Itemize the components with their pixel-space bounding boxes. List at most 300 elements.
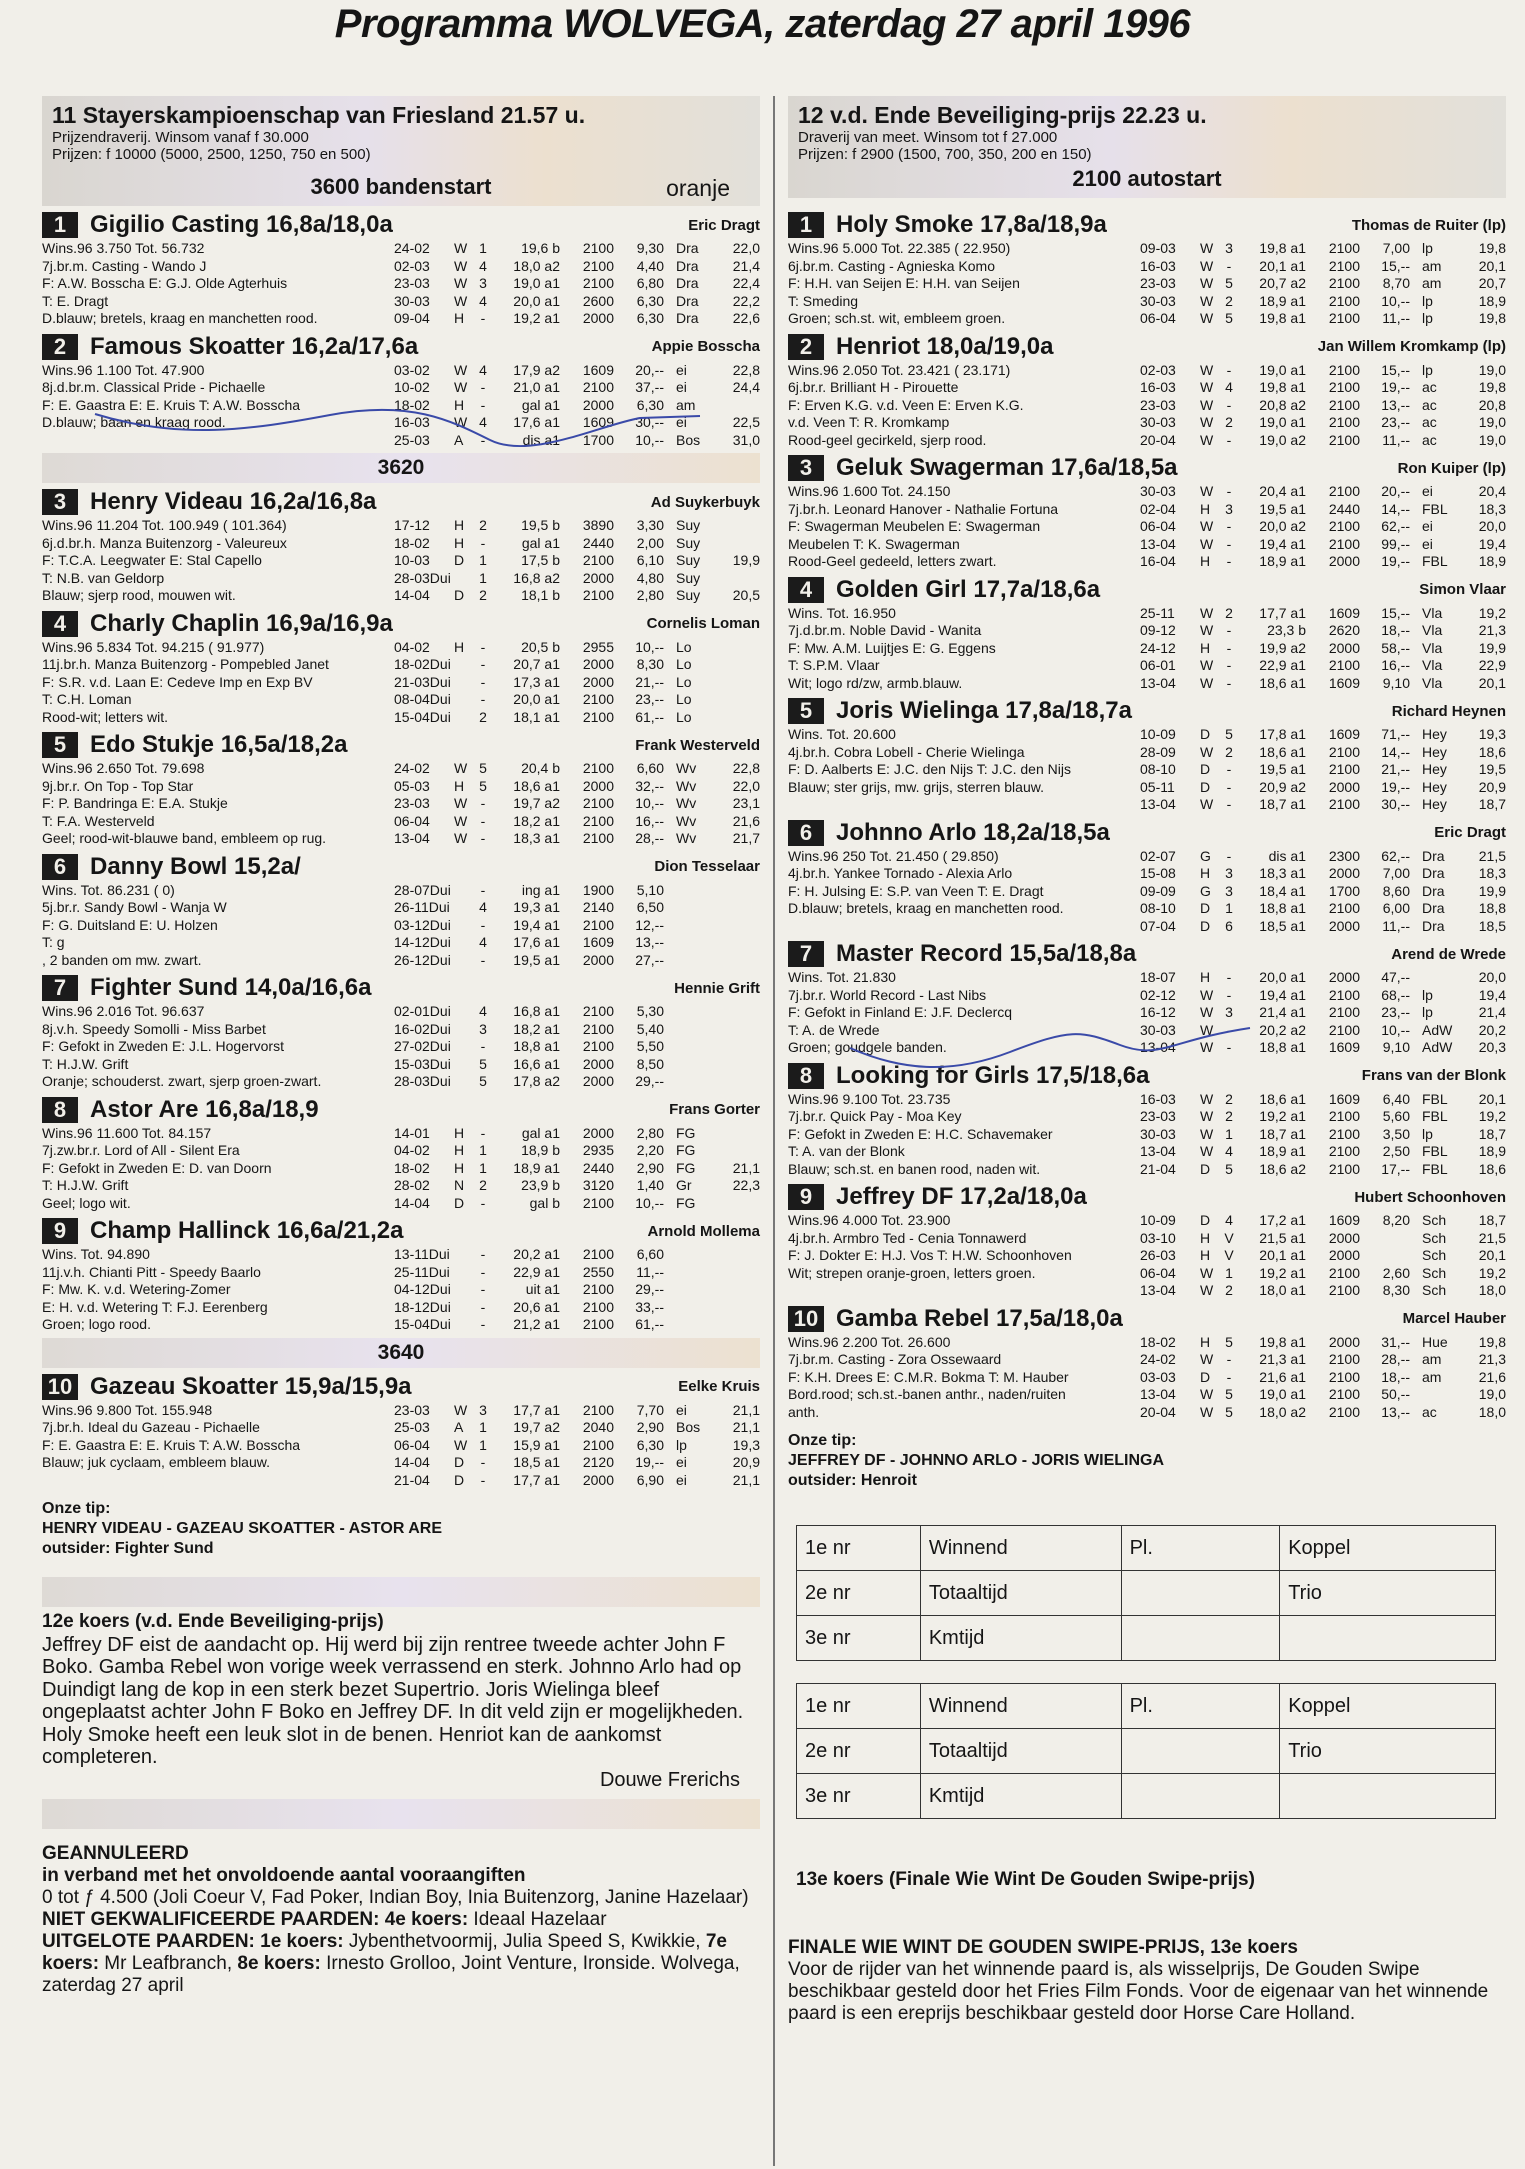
horse-entry [788, 1304, 1506, 1422]
race-cell: W [1200, 986, 1214, 1003]
race-cell [718, 1056, 760, 1074]
race-row [394, 1299, 760, 1317]
horse-entry [42, 609, 760, 727]
race-cell: 18,6 [1478, 1160, 1506, 1177]
race-cell: 24-02 [394, 240, 430, 256]
race-cell: 18,7 a1 [1259, 1125, 1306, 1142]
race-cell: 2100 [1328, 1368, 1360, 1385]
horse-number: 3 [42, 489, 78, 515]
race-cell [454, 934, 474, 952]
race-row [1140, 1265, 1506, 1283]
race-cell: 2000 [582, 569, 614, 586]
race-cell: FBL [1422, 500, 1448, 517]
race-cell: ac [1422, 1403, 1437, 1420]
result-cell[interactable]: Kmtijd [920, 1774, 1121, 1819]
horse-body [788, 1091, 1506, 1179]
race-cell: 5 [1225, 275, 1233, 291]
race-row [1140, 675, 1506, 693]
result-cell[interactable]: Winnend [920, 1526, 1121, 1571]
race-cell: 21-04 [1140, 1160, 1176, 1177]
race-cell: 17,7 a1 [513, 1471, 560, 1488]
race-cell: 2 [479, 517, 487, 533]
race-row [1140, 1126, 1506, 1144]
info-line: 4j.br.h. Cobra Lobell - Cherie Wielinga [788, 743, 1025, 760]
result-row [797, 1571, 1496, 1616]
race-cell: 5 [1225, 1333, 1233, 1350]
race-cell: 3890 [582, 517, 614, 533]
horse-list [42, 487, 760, 1334]
race-cell: 2 [479, 1177, 487, 1193]
race-cell: 2100 [1328, 1143, 1360, 1159]
race-cell: 15,-- [1381, 604, 1410, 621]
race-cell: - [1226, 969, 1232, 985]
result-cell[interactable] [1121, 1729, 1280, 1774]
race-cell: 13,-- [1381, 1403, 1410, 1420]
info-line: T: A. van der Blonk [788, 1143, 905, 1159]
race-cell: 19,9 [732, 552, 760, 568]
race-cell: - [480, 431, 486, 448]
result-cell[interactable]: Trio [1280, 1571, 1496, 1616]
race-cell: 16-03 [1140, 1090, 1176, 1107]
race-cell: 20,1 [1478, 1090, 1506, 1107]
info-line: T: g [42, 934, 65, 950]
race-cell: 2100 [1328, 1021, 1360, 1038]
horse-name: Champ Hallinck 16,6a/21,2a [90, 1217, 404, 1244]
race-cell: 06-04 [1140, 518, 1176, 534]
race-cell: 23,-- [635, 691, 664, 707]
race-cell [454, 899, 474, 917]
race-row [394, 1472, 760, 1490]
finale-text: Voor de rijder van het winnende paard is, als wisselprijs, De Gouden Swipe beschikbaar gesteld door het Fries Film Fonds. Voor de eigenaar van het winnende paard is een ereprijs beschikbaar gesteld door Horse Care Holland. [788, 1959, 1489, 2024]
race-header-12 [788, 96, 1506, 198]
race-cell: FBL [1422, 553, 1448, 569]
info-line: F: D. Aalberts E: J.C. den Nijs T: J.C. den Nijs [788, 761, 1071, 777]
race-cell: 2000 [582, 777, 614, 794]
result-cell[interactable]: 3e nr [797, 1616, 921, 1661]
info-line: 5j.br.r. Sandy Bowl - Wanja W [42, 899, 227, 915]
info-line: F: J. Dokter E: H.J. Vos T: H.W. Schoonhoven [788, 1247, 1072, 1263]
race-cell: 18,5 a1 [1259, 917, 1306, 934]
race-cell: 15-04Dui [394, 708, 451, 725]
race-row [1140, 1039, 1506, 1057]
horse-header [788, 1061, 1506, 1091]
race-cell: 5 [479, 777, 487, 794]
race-cell: 19,9 [1478, 639, 1506, 656]
race-cell: 1 [479, 569, 487, 586]
race-cell: 18,9 a1 [513, 1159, 560, 1176]
result-cell[interactable]: 2e nr [797, 1729, 921, 1774]
race-cell: 2100 [582, 795, 614, 811]
horse-entry [42, 1095, 760, 1213]
race-cell: 14-04 [394, 587, 430, 603]
race-cell: Lo [676, 673, 692, 690]
race-cell: W [1200, 1021, 1214, 1038]
info-line: Groen; logo rood. [42, 1316, 151, 1332]
race-cell: 62,-- [1381, 847, 1410, 864]
race-cell: 33,-- [635, 1298, 664, 1315]
info-line: 4j.br.h. Armbro Ted - Cenia Tonnawerd [788, 1229, 1027, 1246]
result-cell[interactable]: Pl. [1121, 1526, 1280, 1571]
race-row [394, 934, 760, 952]
race-cell: 6,30 [636, 310, 664, 326]
driver-name: Frans van der Blonk [1361, 1067, 1506, 1084]
result-cell[interactable]: Pl. [1121, 1684, 1280, 1729]
race-cell: - [1226, 431, 1232, 448]
race-cell: 30,-- [1381, 796, 1410, 812]
race-cell: 4 [479, 934, 487, 950]
race-cell: 4 [1225, 379, 1233, 395]
race-cell: 1 [479, 240, 487, 256]
race-cell: 19,2 a1 [1259, 1264, 1306, 1281]
race-cell: 21,5 [1478, 1229, 1506, 1246]
race-cell: 1609 [582, 414, 614, 430]
race-cell: 13-04 [1140, 1386, 1176, 1402]
race-cell: 02-07 [1140, 847, 1176, 864]
race-history [394, 240, 760, 328]
race-cell: W [454, 240, 468, 256]
result-cell[interactable]: Koppel [1280, 1684, 1496, 1729]
horse-number: 6 [42, 854, 78, 880]
race-row [394, 432, 760, 450]
race-cell: 2000 [582, 673, 614, 690]
race-cell: H [1200, 553, 1211, 569]
label: 7e koers: [42, 1931, 727, 1974]
horse-name: Golden Girl 17,7a/18,6a [836, 575, 1101, 603]
race-history [394, 517, 760, 605]
race-cell: W [454, 414, 468, 430]
race-cell [664, 882, 718, 900]
result-row [797, 1729, 1496, 1774]
race-row [1140, 414, 1506, 432]
info-line: anth. [788, 1403, 820, 1420]
race-cell [718, 535, 760, 553]
race-cell: 2,80 [636, 587, 664, 603]
driver-name: Jan Willem Kromkamp (lp) [1317, 338, 1506, 355]
horse-header [42, 210, 760, 240]
race-cell [718, 1003, 760, 1021]
race-cell: Dra [676, 257, 699, 274]
race-cell: H [454, 396, 465, 413]
race-cell: 4,80 [636, 569, 664, 586]
right-column [788, 96, 1506, 2025]
race-cell: 12,-- [635, 916, 664, 933]
horse-list [42, 1372, 760, 1490]
race-cell: 20,6 a1 [513, 1298, 560, 1315]
info-line: 8j.d.br.m. Classical Pride - Pichaelle [42, 379, 266, 395]
race-cell: Hue [1422, 1333, 1448, 1350]
race-cell [718, 1142, 760, 1160]
horse-entry [788, 1182, 1506, 1300]
race-cell: 17,7 a1 [513, 1401, 560, 1418]
race-cell: 5,10 [636, 881, 664, 898]
race-cell: FG [676, 1194, 696, 1211]
race-cell: 19,8 [1478, 240, 1506, 256]
info-line: 7j.br.h. Leonard Hanover - Nathalie Fortuna [788, 500, 1059, 517]
race-row [394, 795, 760, 813]
race-cell: 19,0 a1 [1259, 1386, 1306, 1402]
race-row [1140, 483, 1506, 501]
race-cell: 21-04 [394, 1471, 430, 1488]
race-cell: 11,-- [1382, 431, 1410, 448]
info-line: Blauw; sjerp rood, mouwen wit. [42, 587, 236, 603]
race-row [394, 1125, 760, 1143]
result-cell[interactable]: 2e nr [797, 1571, 921, 1616]
driver-name: Eelke Kruis [678, 1378, 760, 1395]
race-cell [718, 1038, 760, 1056]
divider-stripe [42, 1577, 760, 1607]
result-cell[interactable] [1280, 1616, 1496, 1661]
race-cell: 16-03 [394, 414, 430, 430]
race-cell [718, 882, 760, 900]
race-cell: 2955 [582, 638, 614, 655]
race-cell: 23,3 b [1267, 622, 1306, 638]
race-cell: - [480, 379, 486, 395]
race-row [394, 917, 760, 935]
race-cell: 2000 [1328, 865, 1360, 881]
race-cell [454, 691, 474, 709]
result-cell[interactable] [1121, 1616, 1280, 1661]
race-cell: 2000 [582, 396, 614, 413]
race-cell: 4,40 [636, 257, 664, 274]
race-cell: 1700 [1328, 882, 1360, 899]
race-row [394, 535, 760, 553]
race-row [394, 570, 760, 588]
race-cell: 5,60 [1382, 1108, 1410, 1124]
race-cell: 10-03 [394, 552, 430, 568]
race-cell: 08-10 [1140, 900, 1176, 916]
race-cell: 18-02Dui [394, 656, 451, 672]
horse-number: 1 [788, 212, 824, 238]
horse-body [42, 1125, 760, 1213]
race-cell: Dra [1422, 882, 1445, 899]
race-cell: 18-02 [394, 534, 430, 551]
race-cell: 2,90 [636, 1419, 664, 1435]
race-cell: 18,3 a1 [1259, 865, 1306, 881]
info-line: 7j.br.m. Casting - Zora Ossewaard [788, 1351, 1002, 1367]
driver-name: Hennie Grift [674, 979, 760, 997]
race-cell: W [454, 760, 468, 776]
race-row [394, 760, 760, 778]
race-cell: 2100 [582, 760, 614, 776]
race-cell: W [454, 361, 468, 378]
result-cell[interactable]: 1e nr [797, 1526, 921, 1571]
race-cell: 16,-- [635, 812, 664, 829]
race-cell: 21,-- [635, 673, 664, 690]
race-row [1140, 553, 1506, 571]
race-history [1140, 362, 1506, 450]
race-cell: 18-02 [394, 396, 430, 413]
race-cell: - [1226, 1039, 1232, 1055]
race-cell: Lo [676, 638, 692, 655]
race-history [394, 1125, 760, 1213]
race-cell [664, 1003, 718, 1021]
horse-entry [42, 730, 760, 848]
race-cell: W [1200, 1143, 1214, 1159]
race-cell [454, 1056, 474, 1074]
info-line: Blauw; juk cyclaam, embleem blauw. [42, 1454, 270, 1470]
race-cell: 21,0 a1 [513, 379, 560, 395]
race-cell: 06-04 [394, 1436, 430, 1453]
race-cell: lp [1422, 292, 1433, 309]
race-row [394, 1402, 760, 1420]
info-line: Wins.96 5.000 Tot. 22.385 ( 22.950) [788, 240, 1011, 256]
race-cell: D [454, 1471, 465, 1488]
race-cell: 2 [1225, 292, 1233, 309]
race-cell: W [1200, 292, 1214, 309]
race-cell: 19,8 a1 [1259, 379, 1306, 395]
horse-name: Geluk Swagerman 17,6a/18,5a [836, 454, 1178, 481]
race-cell: Gr [676, 1177, 692, 1193]
race-cell: ei [676, 1401, 687, 1418]
race-cell: 18,7 a1 [1259, 796, 1306, 812]
race-cell: 18,9 [1478, 553, 1506, 569]
result-cell[interactable]: 1e nr [797, 1684, 921, 1729]
race-row [394, 952, 760, 970]
result-cell[interactable]: Totaaltijd [920, 1571, 1121, 1616]
race-row [1140, 987, 1506, 1005]
race-cell: 20,8 [1478, 396, 1506, 413]
race-cell: 19,0 [1478, 1386, 1506, 1402]
race-cell: 18,-- [1381, 622, 1410, 638]
result-cell[interactable] [1121, 1774, 1280, 1819]
race-cell: 02-04 [1140, 500, 1176, 517]
race-cell: Dra [1422, 865, 1445, 881]
race-header-11 [42, 96, 760, 206]
result-cell[interactable]: Kmtijd [920, 1616, 1121, 1661]
result-cell[interactable]: Trio [1280, 1729, 1496, 1774]
race-cell: 28,-- [1381, 1351, 1410, 1367]
info-line: F: E. Gaastra E: E. Kruis T: A.W. Bosscha [42, 396, 301, 413]
race-cell: 5 [1225, 726, 1233, 742]
race-cell: 19,-- [1381, 553, 1410, 569]
race-cell: 09-09 [1140, 882, 1176, 899]
race-cell: 2100 [1328, 1004, 1360, 1020]
race-row [1140, 1386, 1506, 1404]
race-cell: 19,4 a1 [1259, 986, 1306, 1003]
race-cell: D [454, 1194, 465, 1211]
race-cell: 19,2 [1478, 604, 1506, 621]
race-cell: 2100 [1328, 986, 1360, 1003]
race-row [1140, 744, 1506, 762]
race-cell: 18,3 a1 [513, 830, 560, 846]
horse-number: 9 [788, 1184, 824, 1210]
result-cell[interactable]: Koppel [1280, 1526, 1496, 1571]
horse-info [788, 483, 1140, 571]
race-row [394, 778, 760, 796]
race-cell [454, 1299, 474, 1317]
info-line: Wins.96 9.100 Tot. 23.735 [788, 1090, 951, 1107]
race-history [1140, 1212, 1506, 1300]
race-history [1140, 605, 1506, 693]
race-name: 11 Stayerskampioenschap van Friesland 21.57 u. [52, 102, 586, 128]
annul-subheading: in verband met het onvoldoende aantal vooraangiften [42, 1865, 526, 1886]
race-cell: 19,4 [1478, 535, 1506, 552]
info-line: Wins. Tot. 20.600 [788, 726, 896, 742]
race-cell: 19,5 a1 [1259, 761, 1306, 777]
race-cell: 15-08 [1140, 865, 1176, 881]
info-line: Wins. Tot. 86.231 ( 0) [42, 881, 175, 898]
horse-number: 10 [42, 1374, 78, 1400]
result-cell[interactable]: Totaaltijd [920, 1729, 1121, 1774]
race-cell: am [676, 396, 696, 413]
race-cell: W [1200, 240, 1214, 256]
race-cell: 6,30 [636, 1436, 664, 1453]
race-13-heading: 13e koers (Finale Wie Wint De Gouden Swipe-prijs) [796, 1869, 1255, 1890]
result-cell[interactable] [1121, 1571, 1280, 1616]
race-cell: 19,0 a1 [513, 275, 560, 291]
race-cell: D [1200, 900, 1211, 916]
race-cell: 23,-- [1381, 1004, 1410, 1020]
race-row [1140, 501, 1506, 519]
race-row [1140, 240, 1506, 258]
race-cell: 21,3 [1478, 622, 1506, 638]
race-cell: 2600 [582, 292, 614, 309]
race-cell: 24-02 [1140, 1351, 1176, 1367]
race-cell: 3 [1225, 865, 1233, 881]
race-cell: 19,9 [1478, 882, 1506, 899]
result-cell[interactable]: 3e nr [797, 1774, 921, 1819]
race-row [1140, 1004, 1506, 1022]
race-cell: 2100 [1328, 292, 1360, 309]
race-cell: H [454, 1124, 465, 1141]
race-cell: 19,8 [1478, 310, 1506, 326]
tip-label: Onze tip: [788, 1432, 857, 1449]
race-cell: W [454, 275, 468, 291]
race-cell: 8,30 [636, 656, 664, 672]
annul-text: 0 tot ƒ 4.500 (Joli Coeur V, Fad Poker, Indian Boy, Inia Buitenzorg, Janine Hazelaar) [42, 1887, 749, 1908]
race-cell: gal a1 [521, 396, 560, 413]
result-row [797, 1684, 1496, 1729]
race-cell [454, 952, 474, 970]
race-cell: 2100 [582, 1003, 614, 1019]
race-cell: 1,40 [636, 1177, 664, 1193]
tip-block [42, 1499, 760, 1559]
finale-article [788, 1937, 1506, 2025]
race-cell: 13-04 [1140, 1039, 1176, 1055]
info-line: 6j.d.br.h. Manza Buitenzorg - Valeureux [42, 534, 287, 551]
driver-name: Frank Westerveld [635, 736, 760, 754]
race-cell: 18-02 [394, 1159, 430, 1176]
horse-header [42, 332, 760, 362]
info-line: T: S.P.M. Vlaar [788, 657, 880, 673]
race-cell: 29,-- [635, 1073, 664, 1089]
horse-list [42, 210, 760, 449]
race-cell: 07-04 [1140, 917, 1176, 934]
info-line: Bord.rood; sch.st.-banen anthr., naden/ruiten [788, 1386, 1066, 1402]
race-cell: - [480, 656, 486, 672]
race-cell: 03-10 [1140, 1229, 1176, 1246]
race-cell: 6,60 [636, 760, 664, 776]
race-cell: ei [676, 1471, 687, 1488]
driver-name: Simon Vlaar [1419, 581, 1506, 598]
horse-header [788, 818, 1506, 848]
race-cell [664, 1021, 718, 1039]
race-cell: 2620 [1328, 622, 1360, 638]
race-cell: 1609 [582, 361, 614, 378]
result-cell[interactable]: Winnend [920, 1684, 1121, 1729]
race-row [1140, 918, 1506, 936]
horse-name: Astor Are 16,8a/18,9 [90, 1095, 319, 1123]
race-history [394, 639, 760, 727]
horse-number: 4 [42, 611, 78, 637]
race-cell: 26-03 [1140, 1247, 1176, 1263]
race-row [394, 656, 760, 674]
driver-name: Dion Tesselaar [654, 858, 760, 875]
result-cell[interactable] [1280, 1774, 1496, 1819]
race-row [394, 1038, 760, 1056]
race-cell: 20,5 b [521, 638, 560, 655]
race-cell: 20,7 a2 [1259, 275, 1306, 291]
